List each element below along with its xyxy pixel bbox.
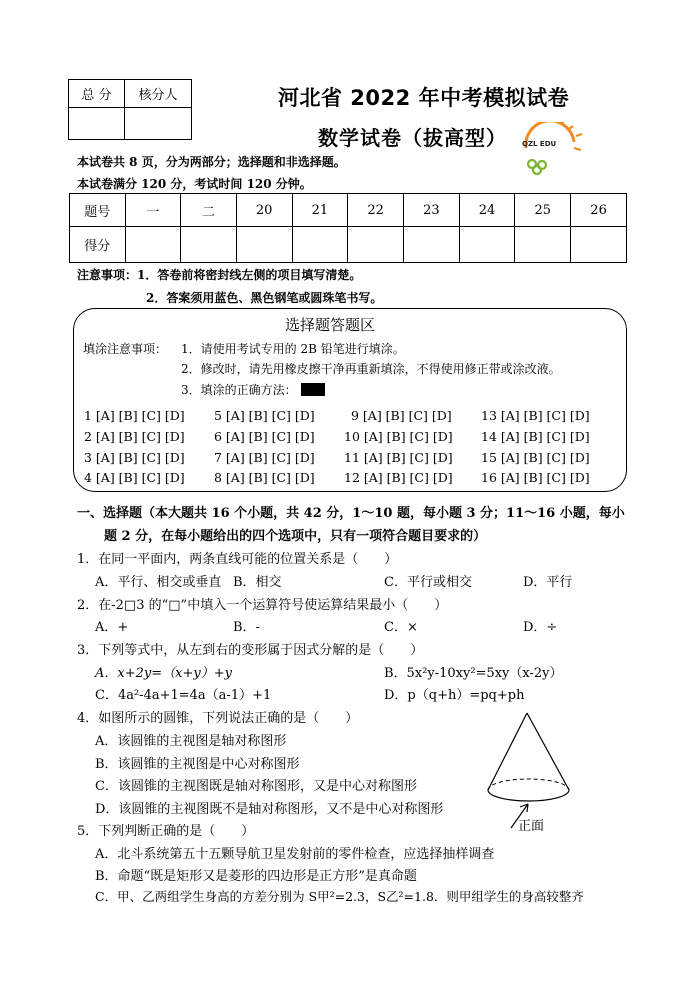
fill-notes-label: 填涂注意事项： <box>83 342 168 356</box>
question-3-option-c[interactable]: C．4a²-4a+1=4a（a-1）+1 <box>95 688 272 703</box>
score-cell[interactable] <box>236 227 292 263</box>
row-label-score: 得分 <box>70 227 126 263</box>
question-2-option-b[interactable]: B．- <box>233 620 260 635</box>
checker-label: 核分人 <box>125 80 192 108</box>
answer-cell[interactable]: 11 [A] [B] [C] [D] <box>344 450 453 465</box>
checker-cell[interactable] <box>125 108 192 140</box>
answer-cell[interactable]: 16 [A] [B] [C] [D] <box>481 470 590 485</box>
question-1-stem: 1．在同一平面内，两条直线可能的位置关系是（ ） <box>77 552 398 567</box>
answer-cell[interactable]: 5 [A] [B] [C] [D] <box>214 408 315 423</box>
section-1-heading-line-1: 一、选择题（本大题共 16 个小题，共 42 分，1～10 题，每小题 3 分；11～16 小题，每小 <box>77 506 625 521</box>
answer-cell[interactable]: 9 [A] [B] [C] [D] <box>351 408 452 423</box>
fill-rule-3-text: 3．填涂的正确方法： <box>181 383 297 397</box>
column-header: 22 <box>348 194 404 227</box>
question-1-option-c[interactable]: C．平行或相交 <box>384 575 472 590</box>
column-header: 一 <box>125 194 181 227</box>
qzl-edu-logo <box>516 122 588 180</box>
exam-subtitle: 数学试卷（拔高型） <box>318 126 507 150</box>
answer-cell[interactable]: 15 [A] [B] [C] [D] <box>481 450 590 465</box>
answer-area-title: 选择题答题区 <box>285 316 376 334</box>
fill-rule-1: 1．请使用考试专用的 2B 铅笔进行填涂。 <box>181 342 405 356</box>
notes-item-1: 1．答卷前将密封线左侧的项目填写清楚。 <box>137 268 362 282</box>
score-cell[interactable] <box>181 227 237 263</box>
question-2-option-d[interactable]: D．÷ <box>523 620 558 635</box>
row-label-question-number: 题号 <box>70 194 126 227</box>
question-1-option-a[interactable]: A．平行、相交或垂直 <box>95 575 222 590</box>
answer-cell[interactable]: 8 [A] [B] [C] [D] <box>214 470 315 485</box>
column-header: 21 <box>292 194 348 227</box>
logo-text: QZL EDU <box>522 140 557 148</box>
exam-title: 河北省 2022 年中考模拟试卷 <box>278 86 570 110</box>
question-5-option-c[interactable]: C．甲、乙两组学生身高的方差分别为 S甲²=2.3，S乙²=1.8．则甲组学生的身高较整齐 <box>95 889 584 904</box>
info-line-2: 本试卷满分 120 分，考试时间 120 分钟。 <box>77 177 312 191</box>
section-1-heading-line-2: 题 2 分，在每小题给出的四个选项中，只有一项符合题目要求的） <box>104 529 487 544</box>
total-score-label: 总 分 <box>69 80 125 108</box>
question-2-option-a[interactable]: A．+ <box>95 620 129 635</box>
question-3-option-a[interactable]: A．x+2y=（x+y）+y <box>95 666 232 681</box>
filled-bubble-example <box>301 383 325 396</box>
fill-rule-2: 2．修改时，请先用橡皮擦干净再重新填涂，不得使用修正带或涂改液。 <box>181 362 561 376</box>
answer-cell[interactable]: 6 [A] [B] [C] [D] <box>214 429 315 444</box>
question-4-option-b[interactable]: B．该圆锥的主视图是中心对称图形 <box>95 757 300 772</box>
answer-cell[interactable]: 2 [A] [B] [C] [D] <box>84 429 185 444</box>
column-header: 23 <box>403 194 459 227</box>
question-2-stem: 2．在-2□3 的“□”中填入一个运算符号使运算结果最小（ ） <box>77 598 448 613</box>
logo-graphic <box>516 122 588 180</box>
question-4-option-a[interactable]: A．该圆锥的主视图是轴对称图形 <box>95 734 287 749</box>
score-cell[interactable] <box>125 227 181 263</box>
score-cell[interactable] <box>292 227 348 263</box>
info-line-1: 本试卷共 8 页，分为两部分；选择题和非选择题。 <box>77 155 346 169</box>
score-cell[interactable] <box>459 227 515 263</box>
column-header: 24 <box>459 194 515 227</box>
question-1-option-d[interactable]: D．平行 <box>523 575 573 590</box>
question-5-option-a[interactable]: A．北斗系统第五十五颗导航卫星发射前的零件检查，应选择抽样调查 <box>95 847 495 862</box>
question-5-stem: 5．下列判断正确的是（ ） <box>77 824 255 839</box>
question-2-option-c[interactable]: C．× <box>384 620 418 635</box>
column-header: 26 <box>571 194 627 227</box>
answer-cell[interactable]: 13 [A] [B] [C] [D] <box>481 408 590 423</box>
score-cell[interactable] <box>515 227 571 263</box>
score-cell[interactable] <box>348 227 404 263</box>
question-4-option-c[interactable]: C．该圆锥的主视图既是轴对称图形，又是中心对称图形 <box>95 779 417 794</box>
question-1-option-b[interactable]: B．相交 <box>233 575 282 590</box>
question-3-stem: 3．下列等式中，从左到右的变形属于因式分解的是（ ） <box>77 643 424 658</box>
question-5-option-b[interactable]: B．命题“既是矩形又是菱形的四边形是正方形”是真命题 <box>95 869 417 884</box>
notes-label: 注意事项： <box>77 268 138 282</box>
question-3-option-b[interactable]: B．5x²y-10xy²=5xy（x-2y） <box>384 666 563 681</box>
notes-item-2: 2．答案须用蓝色、黑色钢笔或圆珠笔书写。 <box>146 291 383 305</box>
score-cell[interactable] <box>571 227 627 263</box>
cone-front-label: 正面 <box>518 819 545 834</box>
answer-cell[interactable]: 3 [A] [B] [C] [D] <box>84 450 185 465</box>
answer-cell[interactable]: 1 [A] [B] [C] [D] <box>84 408 185 423</box>
answer-cell[interactable]: 12 [A] [B] [C] [D] <box>344 470 453 485</box>
notes-line-1 <box>77 266 361 283</box>
answer-cell[interactable]: 7 [A] [B] [C] [D] <box>214 450 315 465</box>
answer-cell[interactable]: 10 [A] [B] [C] [D] <box>344 429 453 444</box>
total-score-cell[interactable] <box>69 108 125 140</box>
question-3-option-d[interactable]: D．p（q+h）=pq+ph <box>384 688 525 703</box>
total-score-box <box>68 79 192 140</box>
score-table <box>69 193 627 263</box>
question-4-stem: 4．如图所示的圆锥，下列说法正确的是（ ） <box>77 711 359 726</box>
score-cell[interactable] <box>403 227 459 263</box>
answer-cell[interactable]: 14 [A] [B] [C] [D] <box>481 429 590 444</box>
fill-rule-3 <box>181 381 325 398</box>
column-header: 25 <box>515 194 571 227</box>
column-header: 20 <box>236 194 292 227</box>
question-4-option-d[interactable]: D．该圆锥的主视图既不是轴对称图形，又不是中心对称图形 <box>95 802 444 817</box>
answer-cell[interactable]: 4 [A] [B] [C] [D] <box>84 470 185 485</box>
column-header: 二 <box>181 194 237 227</box>
